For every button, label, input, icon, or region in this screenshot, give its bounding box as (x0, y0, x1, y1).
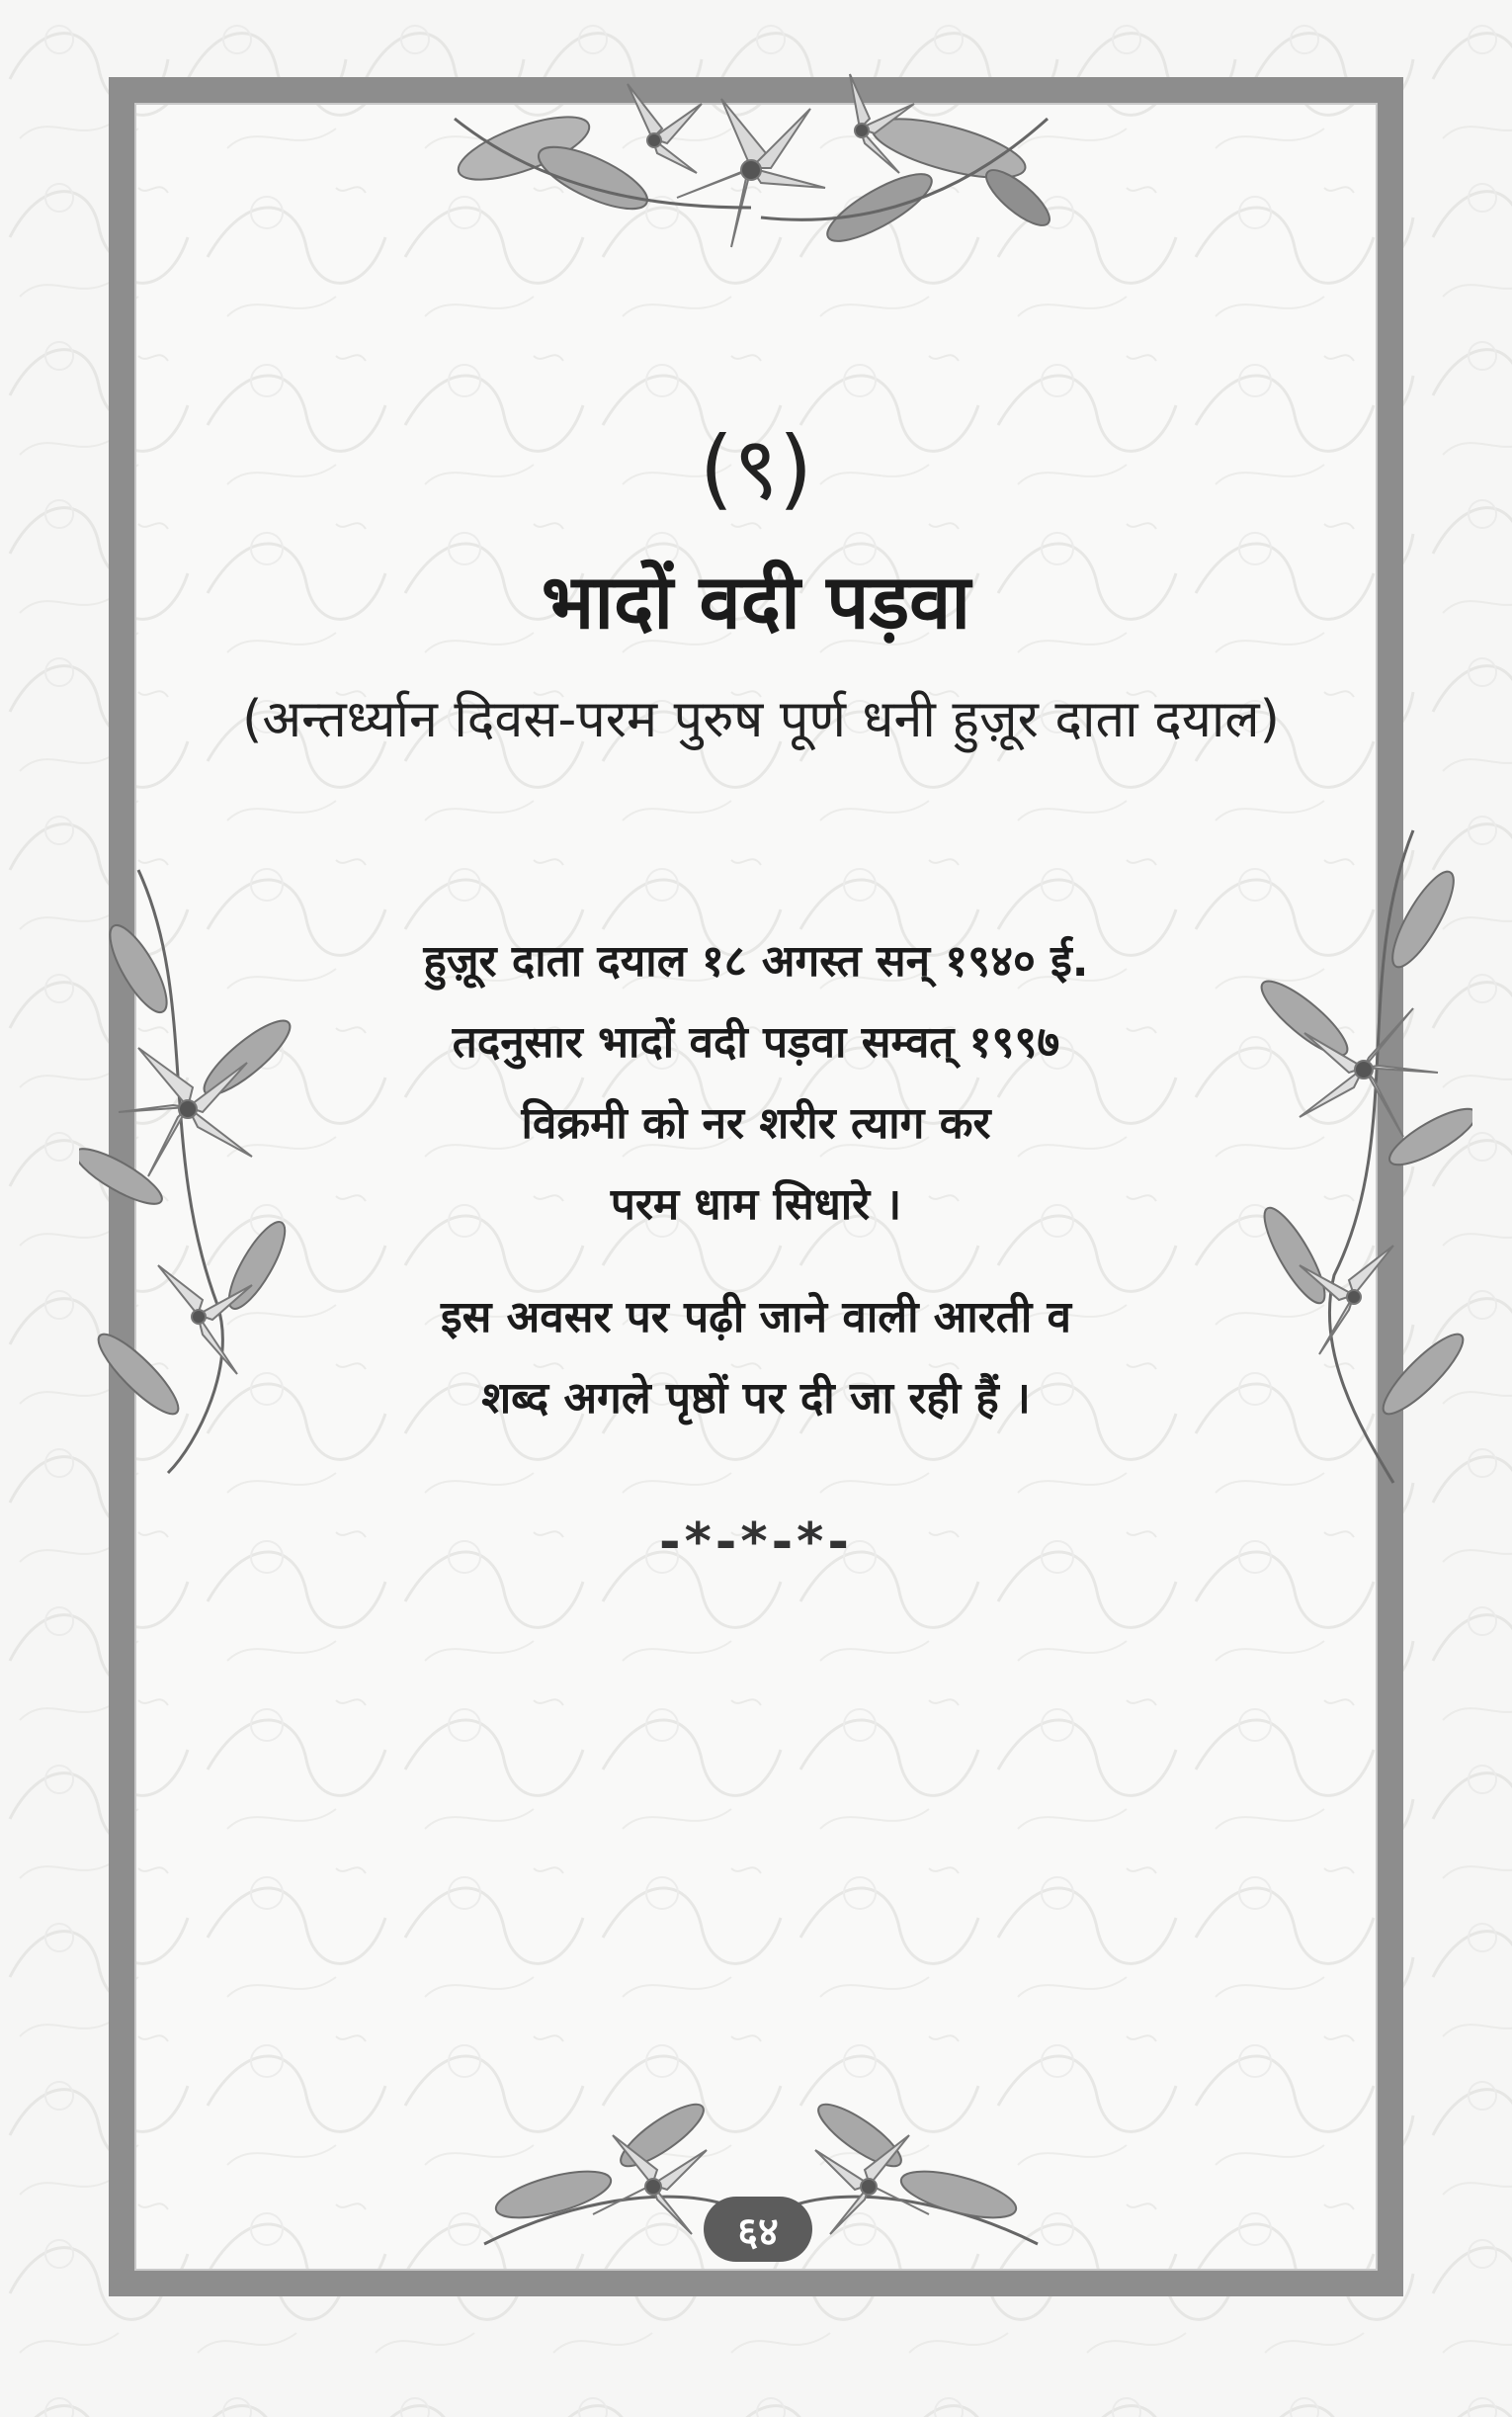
paragraph-death-anniversary (109, 921, 1403, 1246)
paragraph-aarti-note (109, 1277, 1403, 1439)
page-number-badge (704, 2197, 812, 2262)
floral-spray-icon (435, 59, 1067, 316)
paragraph-line: हुज़ूर दाता दयाल १८ अगस्त सन् १९४० ई. (423, 936, 1089, 987)
page-number: ६४ (737, 2208, 779, 2255)
paragraph-line: विक्रमी को नर शरीर त्याग कर (521, 1098, 991, 1149)
paragraph-line: शब्द अगले पृष्ठों पर दी जा रही हैं । (481, 1373, 1031, 1424)
floral-spray-icon (464, 2076, 1057, 2303)
paragraph-line: तदनुसार भादों वदी पड़वा सम्वत् १९९७ (452, 1017, 1060, 1068)
paragraph-line: परम धाम सिधारे । (610, 1179, 902, 1230)
paragraph-line: इस अवसर पर पढ़ी जाने वाली आरती व (441, 1292, 1071, 1342)
section-separator: -*-*-*- (659, 1512, 853, 1572)
chapter-number: (९) (699, 417, 813, 519)
page-subtitle: (अन्तर्ध्यान दिवस-परम पुरुष पूर्ण धनी हुज़ूर दाता दयाल) (242, 690, 1280, 749)
page-title: भादों वदी पड़वा (541, 558, 971, 646)
